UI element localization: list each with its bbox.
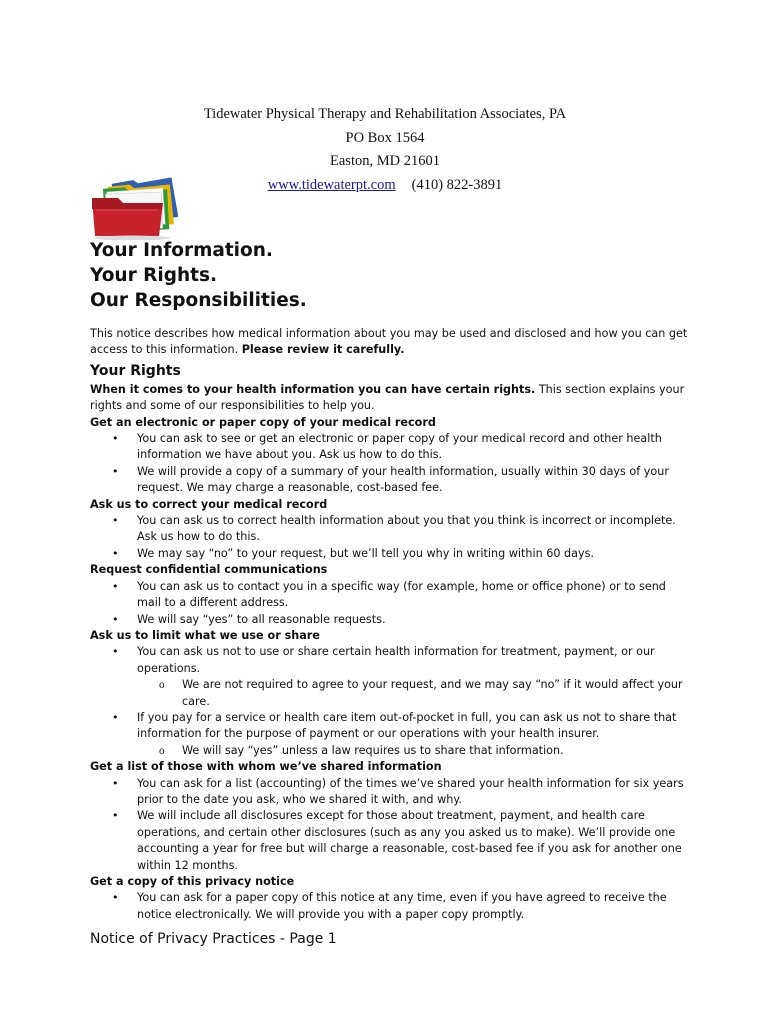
list-item: • We will include all disclosures except for those about treatment, payment, and health care operations, and certain other disclosures (such as any you asked us to make). We’ll provide one accounting a year for free but will charge a reasonable, cost-based fee if you ask for another one within 12 months.: [90, 808, 690, 874]
intro-text: This notice describes how medical information about you may be used and disclosed and how you can get access to this information.: [90, 327, 688, 357]
notice-body: [90, 326, 690, 923]
section-intro-bold: When it comes to your health information you can have certain rights.: [90, 382, 536, 396]
section-intro-text: This section explains your rights and some of our responsibilities to help you.: [90, 382, 685, 413]
list-item: • We will provide a copy of a summary of your health information, usually within 30 days of your request. We may charge a reasonable, cost-based fee.: [90, 464, 690, 497]
sub-list-item: o We are not required to agree to your request, and we may say “no” if it would affect your care.: [90, 677, 690, 710]
headline: [90, 238, 307, 313]
intro-emphasis: Please review it carefully.: [241, 343, 405, 357]
org-name: Tidewater Physical Therapy and Rehabilitation Associates, PA: [203, 106, 567, 122]
list-item: • You can ask us not to use or share certain health information for treatment, payment, or our operations.: [90, 644, 690, 677]
list-item: • We may say “no” to your request, but we’ll tell you why in writing within 60 days.: [90, 546, 690, 562]
section-title: Your Rights: [90, 362, 181, 379]
website-link[interactable]: www.tidewaterpt.com: [267, 176, 396, 193]
city-line: Easton, MD 21601: [330, 153, 440, 169]
phone-number: (410) 822-3891: [411, 176, 503, 193]
subsection-title-copy: Get an electronic or paper copy of your medical record: [90, 415, 436, 429]
subsection-title-limit: Ask us to limit what we use or share: [90, 628, 320, 642]
list-item: • You can ask us to correct health information about you that you think is incorrect or incomplete. Ask us how to do this.: [90, 513, 690, 546]
section-intro: [90, 382, 690, 415]
file-folders-icon: [86, 174, 186, 240]
headline-line-3: Our Responsibilities.: [90, 290, 307, 311]
list-item: • You can ask to see or get an electronic or paper copy of your medical record and other health information we have about you. Ask us how to do this.: [90, 431, 690, 464]
list-item: • We will say “yes” to all reasonable requests.: [90, 612, 690, 628]
list-item: • If you pay for a service or health care item out-of-pocket in full, you can ask us not to share that information for the purpose of payment or our operations with your health insurer.: [90, 710, 690, 743]
sub-list-item: o We will say “yes” unless a law requires us to share that information.: [90, 743, 690, 759]
intro-paragraph: [90, 326, 690, 359]
subsection-title-correct: Ask us to correct your medical record: [90, 497, 328, 511]
subsection-title-notice-copy: Get a copy of this privacy notice: [90, 875, 295, 888]
headline-line-2: Your Rights.: [90, 265, 218, 286]
page-footer: Notice of Privacy Practices - Page 1: [90, 931, 337, 947]
list-item: • You can ask us to contact you in a specific way (for example, home or office phone) or to send mail to a different address.: [90, 579, 690, 612]
headline-line-1: Your Information.: [90, 240, 273, 261]
list-item: • You can ask for a paper copy of this notice at any time, even if you have agreed to receive the notice electronically. We will provide you with a paper copy promptly.: [90, 890, 690, 923]
po-box: PO Box 1564: [345, 129, 425, 146]
subsection-title-list: Get a list of those with whom we’ve shared information: [90, 760, 442, 774]
subsection-title-confidential: Request confidential communications: [90, 563, 328, 577]
list-item: • You can ask for a list (accounting) of the times we’ve shared your health information for six years prior to the date you ask, who we shared it with, and why.: [90, 776, 690, 809]
